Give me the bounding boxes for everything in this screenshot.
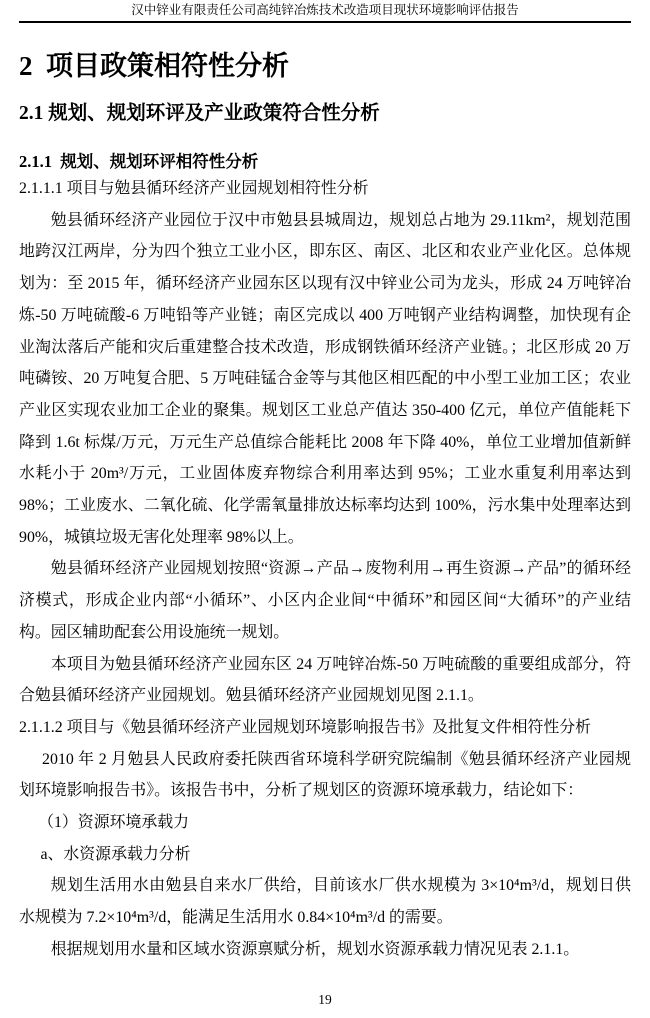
subsubsection-title-2: 2.1.1.2 项目与《勉县循环经济产业园规划环境影响报告书》及批复文件相符性分析 — [19, 718, 592, 736]
list-item-resource-capacity: （1）资源环境承载力 — [38, 814, 190, 832]
section-heading: 2.1 规划、规划环评及产业政策符合性分析 — [19, 103, 380, 124]
paragraph-eia-report-background: 2010 年 2 月勉县人民政府委托陕西省环境科学研究院编制《勉县循环经济产业园规划环境影响报告书》。该报告书中，分析了规划区的资源环境承载力，结论如下： — [19, 750, 631, 800]
paragraph-project-conformity: 本项目为勉县循环经济产业园东区 24 万吨锌冶炼-50 万吨硫酸的重要组成部分，符合勉县循环经济产业园规划。勉县循环经济产业园规划见图 2.1.1。 — [19, 655, 631, 705]
running-header: 汉中锌业有限责任公司高纯锌冶炼技术改造项目现状环境影响评估报告 — [131, 3, 519, 17]
paragraph-circular-economy-model: 勉县循环经济产业园规划按照“资源→产品→废物利用→再生资源→产品”的循环经济模式，形成企业内部“小循环”、小区内企业间“中循环”和园区间“大循环”的产业结构。园区辅助配套公用设施统一规划。 — [19, 560, 631, 641]
paragraph-industrial-park-plan: 勉县循环经济产业园位于汉中市勉县县城周边，规划总占地为 29.11km²，规划范围地跨汉江两岸，分为四个独立工业小区，即东区、南区、北区和农业产业化区。总体规划为：至 2015 年，循环经济产业园东区以现有汉中锌业公司为龙头，形成 24 万吨锌冶炼-50 万吨硫酸-6 万吨铅等产业链；南区完成以 400 万吨钢产业结构调整，加快现有企业淘汰落后产能和灾后重建整合技术改造，形成钢铁循环经济产业链。；北区形成 20 万吨磷铵、20 万吨复合肥、5 万吨硅锰合金等与其他区相匹配的中小型工业加工区；农业产业区实现农业加工企业的聚集。规划区工业总产值达 350-400 亿元，单位产值能耗下降到 1.6t 标煤/万元，万元生产总值综合能耗比 2008 年下降 40%，单位工业增加值新鲜水耗小于 20m³/万元，工业固体废弃物综合利用率达到 95%；工业水重复利用率达到 98%；工业废水、二氧化硫、化学需氧量排放达标率均达到 100%，污水集中处理率达到 90%，城镇垃圾无害化处理率 98%以上。 — [19, 211, 631, 546]
page-number: 19 — [318, 992, 332, 1007]
paragraph-water-capacity-table-ref: 根据规划用水量和区域水资源禀赋分析，规划水资源承载力情况见表 2.1.1。 — [50, 940, 580, 958]
subsubsection-title-1: 2.1.1.1 项目与勉县循环经济产业园规划相符性分析 — [19, 180, 369, 197]
header-rule — [19, 21, 631, 23]
list-item-water-capacity: a、水资源承载力分析 — [40, 845, 191, 863]
subsection-heading: 2.1.1 规划、规划环评相符性分析 — [19, 152, 259, 171]
body-text — [19, 173, 631, 966]
paragraph-water-supply: 规划生活用水由勉县自来水厂供给，目前该水厂供水规模为 3×10⁴m³/d，规划日供水规模为 7.2×10⁴m³/d，能满足生活用水 0.84×10⁴m³/d 的需要。 — [19, 877, 631, 927]
chapter-heading: 2 项目政策相符性分析 — [19, 51, 289, 81]
